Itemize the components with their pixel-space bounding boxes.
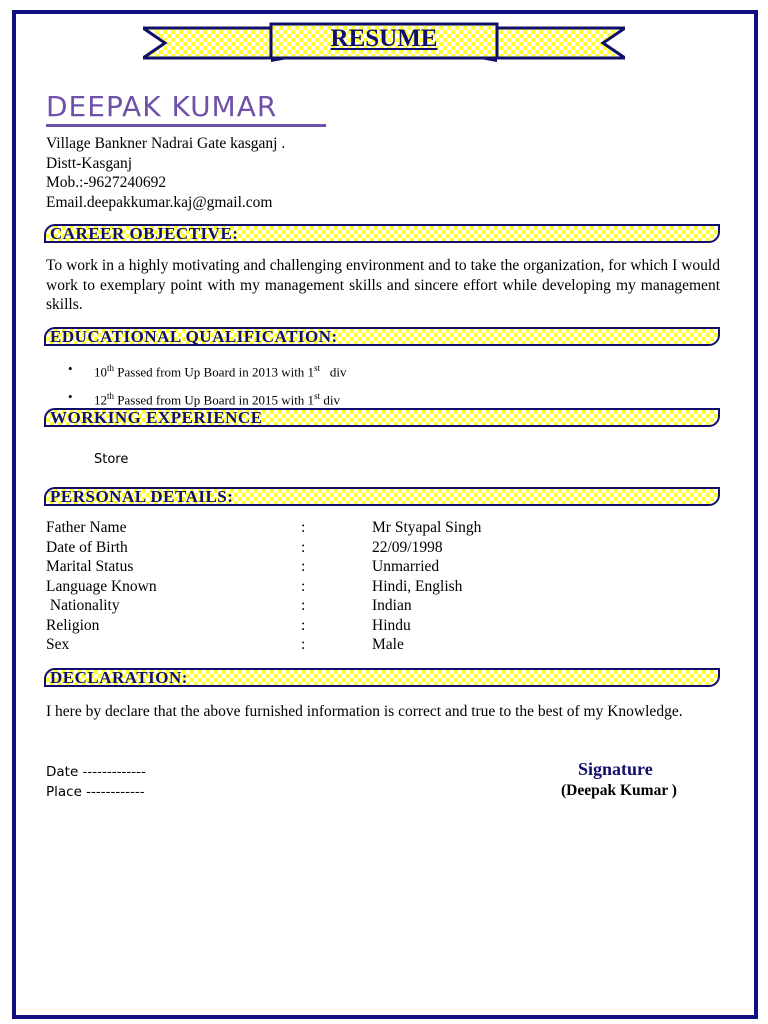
section-title: DECLARATION: bbox=[50, 668, 188, 687]
field-label: Date of Birth bbox=[46, 538, 128, 556]
field-label: Nationality bbox=[46, 597, 120, 614]
candidate-name: DEEPAK KUMAR bbox=[46, 90, 278, 123]
field-value: Hindi, English bbox=[372, 577, 463, 595]
personal-row-father-name bbox=[46, 519, 720, 539]
section-header-career-objective bbox=[44, 224, 720, 243]
field-separator: : bbox=[301, 597, 306, 614]
personal-row-nationality bbox=[46, 597, 720, 617]
list-item: • 12th Passed from Up Board in 2015 with 1st div bbox=[46, 384, 346, 412]
field-value: Indian bbox=[372, 597, 412, 614]
field-separator: : bbox=[301, 577, 306, 595]
personal-row-marital-status bbox=[46, 558, 720, 578]
email-address: Email.deepakkumar.kaj@gmail.com bbox=[46, 193, 273, 211]
field-separator: : bbox=[301, 538, 306, 556]
field-value: Mr Styapal Singh bbox=[372, 519, 482, 536]
signature-label: Signature bbox=[578, 759, 653, 779]
field-label: Religion bbox=[46, 616, 100, 634]
date-line: Date ------------- bbox=[46, 764, 146, 780]
section-title: CAREER OBJECTIVE: bbox=[50, 224, 239, 243]
section-title: WORKING EXPERIENCE bbox=[50, 408, 263, 427]
field-label: Language Known bbox=[46, 577, 157, 595]
personal-row-religion bbox=[46, 617, 720, 637]
list-item: • 10th Passed from Up Board in 2013 with 1st div bbox=[46, 356, 346, 384]
field-separator: : bbox=[301, 558, 306, 575]
career-objective-text: To work in a highly motivating and challenging environment and to take the organization, for which I would work to exemplary point with my management skills and sincere effort while developing my management skills. bbox=[46, 257, 720, 313]
field-separator: : bbox=[301, 519, 306, 536]
field-value: Unmarried bbox=[372, 558, 440, 575]
address-line-1: Village Bankner Nadrai Gate kasganj . bbox=[46, 135, 286, 152]
resume-title: RESUME bbox=[330, 25, 438, 52]
section-title: EDUCATIONAL QUALIFICATION: bbox=[50, 327, 338, 346]
field-value: Hindu bbox=[372, 616, 411, 634]
field-value: 22/09/1998 bbox=[372, 538, 443, 556]
education-list bbox=[46, 356, 346, 413]
section-header-personal-details bbox=[44, 487, 720, 506]
personal-row-sex bbox=[46, 636, 720, 656]
contact-block bbox=[46, 134, 285, 212]
declaration-text: I here by declare that the above furnished information is correct and true to the best of my Knowledge. bbox=[46, 703, 683, 720]
signature-name: (Deepak Kumar ) bbox=[561, 782, 677, 799]
name-underline bbox=[46, 124, 326, 127]
mobile-number: Mob.:-9627240692 bbox=[46, 174, 167, 191]
section-header-declaration bbox=[44, 668, 720, 687]
personal-row-date-of-birth bbox=[46, 539, 720, 559]
personal-row-language-known bbox=[46, 578, 720, 598]
field-label: Marital Status bbox=[46, 558, 134, 575]
work-experience-text: Store bbox=[94, 452, 129, 467]
bullet-icon: • bbox=[68, 389, 73, 405]
section-header-working-experience bbox=[44, 408, 720, 427]
field-separator: : bbox=[301, 636, 306, 653]
section-title: PERSONAL DETAILS: bbox=[50, 487, 234, 506]
place-line: Place ------------ bbox=[46, 784, 145, 800]
field-separator: : bbox=[301, 616, 306, 634]
field-value: Male bbox=[372, 636, 404, 653]
field-label: Sex bbox=[46, 636, 70, 653]
section-header-education bbox=[44, 327, 720, 346]
address-line-2: Distt-Kasganj bbox=[46, 154, 133, 172]
field-label: Father Name bbox=[46, 519, 127, 536]
bullet-icon: • bbox=[68, 361, 73, 376]
